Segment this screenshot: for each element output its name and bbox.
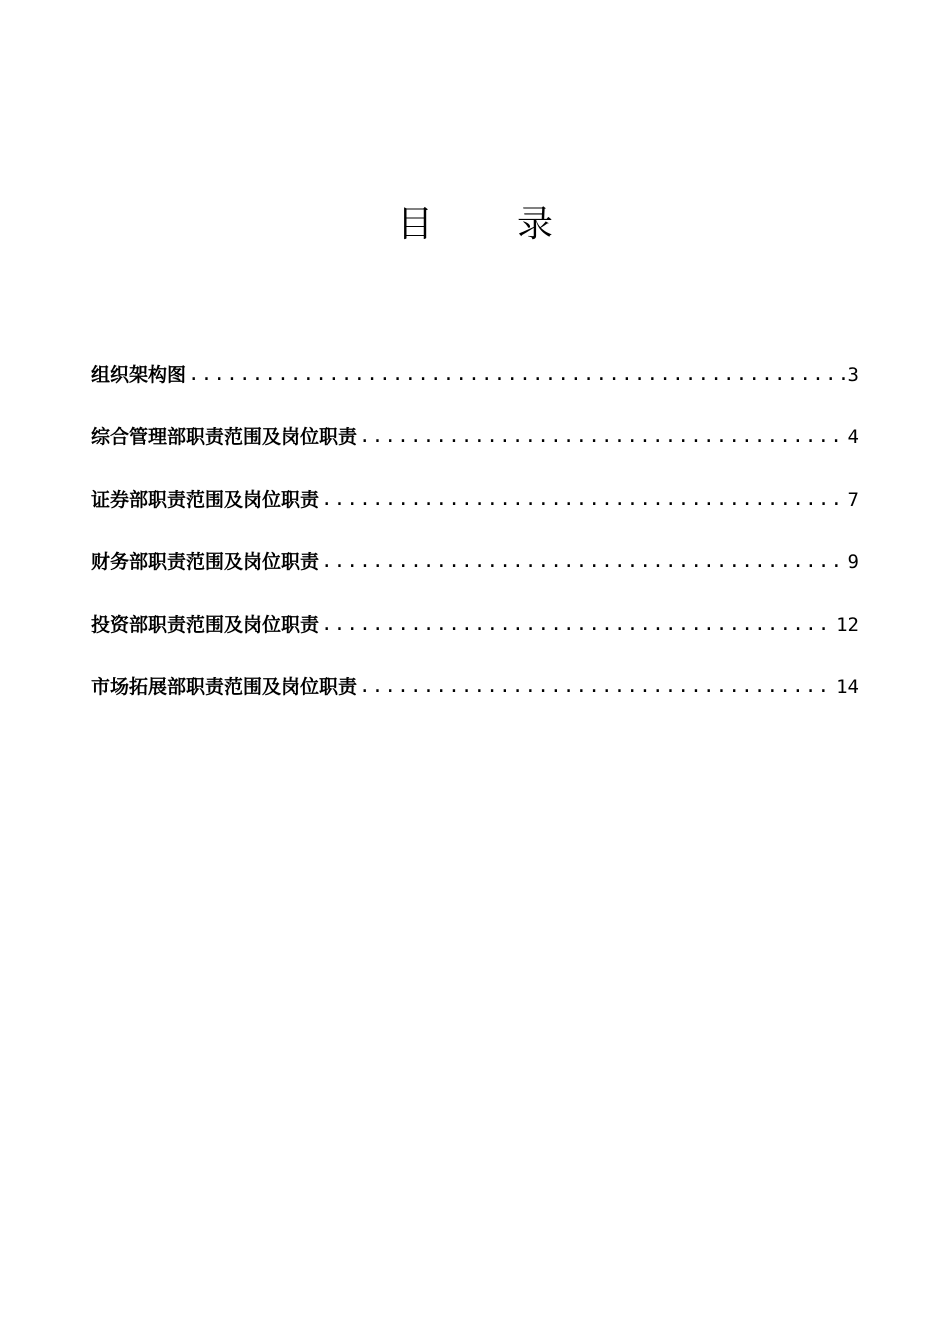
toc-entry-finance[interactable] <box>91 547 859 578</box>
toc-title-char-2: 录 <box>517 204 554 245</box>
toc-entry-label: 证券部职责范围及岗位职责 <box>91 488 320 511</box>
toc-entry-market-expansion[interactable] <box>91 672 859 703</box>
toc-entry-investment[interactable] <box>91 610 859 641</box>
toc-list <box>91 360 859 734</box>
toc-entry-securities[interactable] <box>91 485 859 516</box>
toc-entry-label: 财务部职责范围及岗位职责 <box>91 551 320 574</box>
toc-entry-label: 投资部职责范围及岗位职责 <box>91 613 320 636</box>
toc-leader-dots <box>359 421 846 452</box>
toc-leader-dots <box>321 484 846 515</box>
toc-entry-label: 市场拓展部职责范围及岗位职责 <box>91 675 358 698</box>
toc-entry-page-number: 12 <box>836 613 859 636</box>
toc-entry-general-management[interactable] <box>91 422 859 453</box>
toc-entry-page-number: 9 <box>847 551 859 574</box>
toc-entry-org-chart[interactable] <box>91 360 859 391</box>
toc-entry-page-number: 4 <box>847 426 859 449</box>
toc-entry-page-number: 14 <box>836 675 859 698</box>
toc-entry-label: 组织架构图 <box>91 364 187 386</box>
toc-entry-page-number: 3 <box>847 364 859 386</box>
toc-leader-dots <box>359 671 834 702</box>
toc-leader-dots <box>321 546 846 577</box>
toc-title <box>0 200 950 250</box>
toc-entry-label: 综合管理部职责范围及岗位职责 <box>91 426 358 449</box>
toc-title-char-1: 目 <box>396 204 433 245</box>
toc-leader-dots <box>188 359 846 390</box>
toc-leader-dots <box>321 609 834 640</box>
toc-entry-page-number: 7 <box>847 488 859 511</box>
